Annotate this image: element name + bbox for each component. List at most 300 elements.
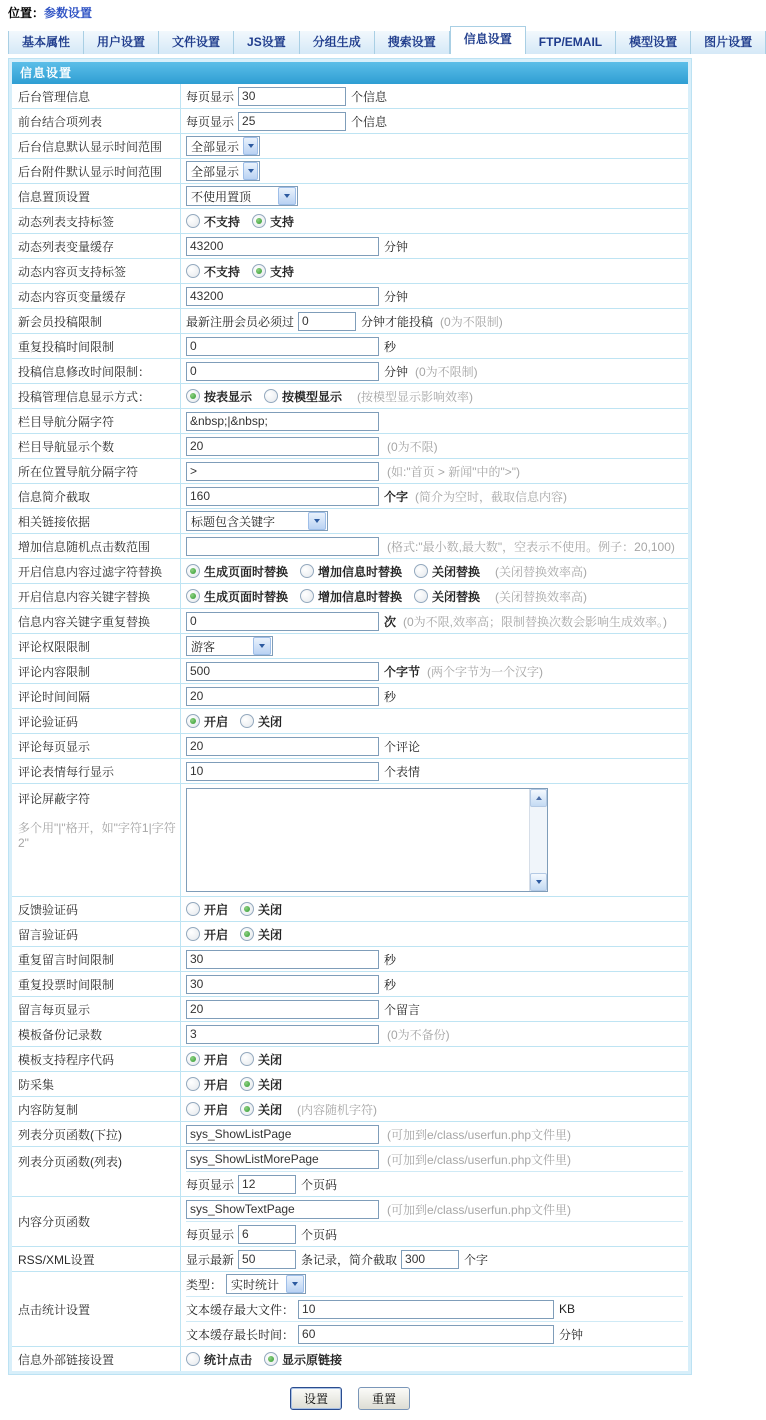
row-label: 模板备份记录数 bbox=[18, 1027, 103, 1042]
radio-button[interactable] bbox=[264, 1352, 278, 1366]
settings-table bbox=[12, 84, 688, 1371]
row-label: 投稿信息修改时间限制： bbox=[18, 364, 151, 379]
row-label: 内容防复制 bbox=[18, 1102, 79, 1117]
row-label-cell bbox=[12, 734, 181, 758]
tab-9[interactable]: 图片设置 bbox=[691, 31, 766, 54]
inline-label: 秒 bbox=[384, 689, 397, 704]
dropdown-select[interactable] bbox=[186, 136, 260, 156]
row-value-cell bbox=[181, 584, 688, 608]
row-line bbox=[186, 109, 683, 133]
dropdown-select[interactable] bbox=[186, 186, 298, 206]
row-label: 动态内容页支持标签 bbox=[18, 264, 127, 279]
row-label: 评论每页显示 bbox=[18, 739, 91, 754]
row-label-cell bbox=[12, 784, 181, 896]
text-input[interactable] bbox=[186, 362, 379, 381]
breadcrumb bbox=[0, 0, 700, 24]
row-label-cell bbox=[12, 334, 181, 358]
row-label: 栏目导航显示个数 bbox=[18, 439, 115, 454]
row-label-cell bbox=[12, 534, 181, 558]
table-row bbox=[12, 484, 688, 509]
inline-label: 个字 bbox=[464, 1252, 489, 1267]
dropdown-select[interactable] bbox=[186, 511, 328, 531]
radio-button[interactable] bbox=[240, 1077, 254, 1091]
text-input[interactable] bbox=[186, 737, 379, 756]
row-label: 重复投稿时间限制 bbox=[18, 339, 115, 354]
blocked-chars-textarea[interactable] bbox=[186, 788, 548, 892]
hint-note: (可加到e/class/userfun.php文件里) bbox=[387, 1127, 572, 1142]
row-value-cell bbox=[181, 434, 688, 458]
row-label: 点击统计设置 bbox=[18, 1302, 91, 1317]
row-value-cell bbox=[181, 1347, 688, 1371]
radio-button[interactable] bbox=[186, 1102, 200, 1116]
row-value-cell bbox=[181, 709, 688, 733]
row-label-cell bbox=[12, 1097, 181, 1121]
text-input[interactable] bbox=[186, 337, 379, 356]
text-input[interactable] bbox=[238, 1175, 296, 1194]
text-input[interactable] bbox=[186, 237, 379, 256]
radio-label: 开启 bbox=[204, 1052, 229, 1067]
text-input[interactable] bbox=[238, 87, 346, 106]
text-input[interactable] bbox=[186, 437, 379, 456]
dropdown-select[interactable] bbox=[186, 636, 273, 656]
row-label: 开启信息内容关键字替换 bbox=[18, 589, 151, 604]
row-value-cell bbox=[181, 922, 688, 946]
row-value-cell bbox=[181, 534, 688, 558]
text-input[interactable] bbox=[186, 950, 379, 969]
row-value-cell bbox=[181, 409, 688, 433]
text-input[interactable] bbox=[186, 487, 379, 506]
row-label-cell bbox=[12, 922, 181, 946]
hint-note: (0为不限,效率高；限制替换次数会影响生成效率。) bbox=[403, 614, 668, 629]
submit-button[interactable]: 设置 bbox=[290, 1387, 342, 1410]
row-line bbox=[186, 1047, 683, 1071]
chevron-down-icon[interactable] bbox=[286, 1275, 304, 1293]
row-line bbox=[186, 784, 683, 896]
row-label-cell bbox=[12, 484, 181, 508]
text-input[interactable] bbox=[186, 687, 379, 706]
tab-7[interactable]: FTP/EMAIL bbox=[526, 31, 616, 54]
tab-3[interactable]: JS设置 bbox=[234, 31, 300, 54]
tab-5[interactable]: 搜索设置 bbox=[375, 31, 450, 54]
inline-label: 类型： bbox=[186, 1277, 223, 1292]
text-input[interactable] bbox=[298, 1325, 554, 1344]
row-label-cell bbox=[12, 759, 181, 783]
inline-label: 分钟才能投稿 bbox=[361, 314, 434, 329]
text-input[interactable] bbox=[401, 1250, 459, 1269]
radio-label: 按模型显示 bbox=[282, 389, 343, 404]
radio-button[interactable] bbox=[414, 589, 428, 603]
row-label: 评论验证码 bbox=[18, 714, 79, 729]
table-row bbox=[12, 1047, 688, 1072]
table-row bbox=[12, 734, 688, 759]
text-input[interactable] bbox=[186, 287, 379, 306]
radio-label: 支持 bbox=[270, 264, 295, 279]
row-label-cell bbox=[12, 259, 181, 283]
table-row bbox=[12, 284, 688, 309]
row-line bbox=[186, 1247, 683, 1271]
row-line bbox=[186, 534, 683, 558]
inline-label: 条记录，简介截取 bbox=[301, 1252, 398, 1267]
dropdown-value: 标题包含关键字 bbox=[191, 514, 276, 529]
row-line bbox=[186, 1022, 683, 1046]
table-row bbox=[12, 922, 688, 947]
tab-0[interactable]: 基本属性 bbox=[8, 31, 84, 54]
row-label: 列表分页函数(列表) bbox=[18, 1155, 122, 1169]
row-label: RSS/XML设置 bbox=[18, 1252, 95, 1267]
radio-label: 关闭 bbox=[258, 1077, 283, 1092]
row-label-cell bbox=[12, 1047, 181, 1071]
row-line bbox=[186, 159, 683, 183]
row-value-cell bbox=[181, 1097, 688, 1121]
table-row bbox=[12, 684, 688, 709]
radio-button[interactable] bbox=[186, 264, 200, 278]
table-row bbox=[12, 972, 688, 997]
text-input[interactable] bbox=[186, 975, 379, 994]
row-label-cell bbox=[12, 134, 181, 158]
text-input[interactable] bbox=[238, 1225, 296, 1244]
radio-button[interactable] bbox=[240, 714, 254, 728]
table-row bbox=[12, 84, 688, 109]
radio-button[interactable] bbox=[186, 927, 200, 941]
dropdown-value: 全部显示 bbox=[191, 139, 240, 154]
row-label: 模板支持程序代码 bbox=[18, 1052, 115, 1067]
row-label: 信息置顶设置 bbox=[18, 189, 91, 204]
hint-note: (0为不限) bbox=[387, 439, 438, 454]
text-input[interactable] bbox=[186, 1000, 379, 1019]
row-label-cell bbox=[12, 1247, 181, 1271]
radio-label: 关闭替换 bbox=[432, 589, 481, 604]
row-value-cell bbox=[181, 609, 688, 633]
row-line bbox=[186, 484, 683, 508]
radio-button[interactable] bbox=[252, 264, 266, 278]
table-row bbox=[12, 534, 688, 559]
row-label: 评论屏蔽字符 bbox=[18, 792, 91, 806]
tab-2[interactable]: 文件设置 bbox=[159, 31, 234, 54]
row-label-cell bbox=[12, 209, 181, 233]
row-label-cell bbox=[12, 972, 181, 996]
row-label: 动态列表变量缓存 bbox=[18, 239, 115, 254]
row-label: 留言每页显示 bbox=[18, 1002, 91, 1017]
table-row bbox=[12, 584, 688, 609]
row-label-cell bbox=[12, 159, 181, 183]
scrollbar[interactable] bbox=[529, 789, 547, 891]
row-value-cell bbox=[181, 234, 688, 258]
row-label: 内容分页函数 bbox=[18, 1215, 91, 1229]
text-input[interactable] bbox=[298, 1300, 554, 1319]
row-line bbox=[186, 997, 683, 1021]
row-label: 前台结合项列表 bbox=[18, 114, 103, 129]
row-label: 重复留言时间限制 bbox=[18, 952, 115, 967]
inline-label: 秒 bbox=[384, 952, 397, 967]
text-input[interactable] bbox=[298, 312, 356, 331]
row-value-cell bbox=[181, 259, 688, 283]
tab-bar bbox=[8, 27, 753, 54]
radio-label: 按表显示 bbox=[204, 389, 253, 404]
row-line bbox=[186, 1272, 683, 1296]
row-value-cell bbox=[181, 184, 688, 208]
row-value-cell bbox=[181, 284, 688, 308]
text-input[interactable] bbox=[186, 412, 379, 431]
row-line bbox=[186, 284, 683, 308]
row-line bbox=[186, 1221, 683, 1246]
text-input[interactable] bbox=[238, 1250, 296, 1269]
row-label: 开启信息内容过滤字符替换 bbox=[18, 564, 163, 579]
inline-label: 文本缓存最长时间： bbox=[186, 1327, 295, 1342]
radio-button[interactable] bbox=[240, 927, 254, 941]
radio-label: 开启 bbox=[204, 1077, 229, 1092]
radio-button[interactable] bbox=[186, 1352, 200, 1366]
chevron-down-icon[interactable] bbox=[243, 162, 258, 180]
row-label-cell bbox=[12, 1022, 181, 1046]
radio-label: 关闭替换 bbox=[432, 564, 481, 579]
row-value-cell bbox=[181, 159, 688, 183]
row-value-cell bbox=[181, 109, 688, 133]
row-line bbox=[186, 459, 683, 483]
dropdown-select[interactable] bbox=[226, 1274, 306, 1294]
text-input[interactable] bbox=[186, 537, 379, 556]
text-input[interactable] bbox=[186, 662, 379, 681]
row-label-cell bbox=[12, 434, 181, 458]
text-input[interactable] bbox=[186, 1150, 379, 1169]
tab-6[interactable]: 信息设置 bbox=[450, 26, 526, 54]
radio-button[interactable] bbox=[186, 714, 200, 728]
chevron-down-icon[interactable] bbox=[243, 137, 258, 155]
text-input[interactable] bbox=[186, 612, 379, 631]
row-label-cell bbox=[12, 947, 181, 971]
row-line bbox=[186, 409, 683, 433]
row-label-cell bbox=[12, 609, 181, 633]
radio-button[interactable] bbox=[240, 1052, 254, 1066]
radio-label: 开启 bbox=[204, 714, 229, 729]
chevron-down-icon bbox=[248, 169, 254, 173]
table-row bbox=[12, 1072, 688, 1097]
row-value-cell bbox=[181, 84, 688, 108]
row-line bbox=[186, 659, 683, 683]
row-label-note: 多个用"|"格开，如"字符1|字符2" bbox=[18, 821, 176, 850]
radio-button[interactable] bbox=[240, 1102, 254, 1116]
hint-note: (内容随机字符) bbox=[297, 1102, 378, 1117]
row-value-cell bbox=[181, 334, 688, 358]
table-row bbox=[12, 1122, 688, 1147]
row-label-cell bbox=[12, 634, 181, 658]
row-label-cell bbox=[12, 1272, 181, 1346]
table-row bbox=[12, 234, 688, 259]
hint-note: (格式:"最小数,最大数"，空表示不使用。例子：20,100) bbox=[387, 539, 675, 554]
table-row bbox=[12, 209, 688, 234]
table-row bbox=[12, 897, 688, 922]
row-line bbox=[186, 384, 683, 408]
radio-label: 增加信息时替换 bbox=[318, 564, 403, 579]
row-value-cell bbox=[181, 209, 688, 233]
radio-button[interactable] bbox=[186, 1052, 200, 1066]
row-label: 信息外部链接设置 bbox=[18, 1352, 115, 1367]
row-line bbox=[186, 1097, 683, 1121]
radio-label: 关闭 bbox=[258, 927, 283, 942]
row-label: 反馈验证码 bbox=[18, 902, 79, 917]
row-value-cell bbox=[181, 1147, 688, 1196]
row-label: 评论内容限制 bbox=[18, 664, 91, 679]
row-line bbox=[186, 922, 683, 946]
radio-button[interactable] bbox=[240, 902, 254, 916]
radio-button[interactable] bbox=[186, 389, 200, 403]
hint-note: (可加到e/class/userfun.php文件里) bbox=[387, 1152, 572, 1167]
row-value-cell bbox=[181, 734, 688, 758]
row-label-cell bbox=[12, 1072, 181, 1096]
row-label-cell bbox=[12, 584, 181, 608]
row-line bbox=[186, 734, 683, 758]
chevron-down-icon[interactable] bbox=[308, 512, 326, 530]
text-input[interactable] bbox=[186, 1025, 379, 1044]
row-value-cell bbox=[181, 309, 688, 333]
table-row bbox=[12, 947, 688, 972]
text-input[interactable] bbox=[186, 1200, 379, 1219]
row-line bbox=[186, 559, 683, 583]
table-row bbox=[12, 184, 688, 209]
tab-4[interactable]: 分组生成 bbox=[300, 31, 375, 54]
row-label-cell bbox=[12, 709, 181, 733]
text-input[interactable] bbox=[186, 1125, 379, 1144]
inline-label: 每页显示 bbox=[186, 114, 235, 129]
row-line bbox=[186, 1347, 683, 1371]
text-input[interactable] bbox=[186, 762, 379, 781]
breadcrumb-link-params[interactable]: 参数设置 bbox=[44, 6, 93, 20]
row-label: 信息简介截取 bbox=[18, 489, 91, 504]
row-value-cell bbox=[181, 659, 688, 683]
row-label-cell bbox=[12, 184, 181, 208]
text-input[interactable] bbox=[186, 462, 379, 481]
inline-label: 个字节 bbox=[384, 664, 421, 679]
radio-label: 关闭 bbox=[258, 714, 283, 729]
radio-label: 开启 bbox=[204, 1102, 229, 1117]
row-line bbox=[186, 234, 683, 258]
row-label: 动态内容页变量缓存 bbox=[18, 289, 127, 304]
table-row bbox=[12, 1022, 688, 1047]
table-row bbox=[12, 1272, 688, 1347]
table-row bbox=[12, 384, 688, 409]
chevron-down-icon bbox=[536, 880, 542, 884]
radio-button[interactable] bbox=[186, 1077, 200, 1091]
row-label: 防采集 bbox=[18, 1077, 55, 1092]
inline-label: 个留言 bbox=[384, 1002, 421, 1017]
row-label: 信息内容关键字重复替换 bbox=[18, 614, 151, 629]
radio-button[interactable] bbox=[186, 564, 200, 578]
row-label: 栏目导航分隔字符 bbox=[18, 414, 115, 429]
radio-button[interactable] bbox=[264, 389, 278, 403]
tab-1[interactable]: 用户设置 bbox=[84, 31, 159, 54]
radio-label: 增加信息时替换 bbox=[318, 589, 403, 604]
row-line bbox=[186, 584, 683, 608]
row-line bbox=[186, 1122, 683, 1146]
tab-8[interactable]: 模型设置 bbox=[616, 31, 691, 54]
radio-label: 生成页面时替换 bbox=[204, 564, 289, 579]
chevron-down-icon bbox=[284, 194, 290, 198]
radio-label: 显示原链接 bbox=[282, 1352, 343, 1367]
table-row bbox=[12, 459, 688, 484]
row-line bbox=[186, 1321, 683, 1346]
dropdown-value: 实时统计 bbox=[231, 1277, 280, 1292]
table-row bbox=[12, 334, 688, 359]
row-value-cell bbox=[181, 634, 688, 658]
row-line bbox=[186, 134, 683, 158]
inline-label: 每页显示 bbox=[186, 89, 235, 104]
chevron-down-icon bbox=[259, 644, 265, 648]
table-row bbox=[12, 1197, 688, 1247]
radio-button[interactable] bbox=[300, 589, 314, 603]
row-label-cell bbox=[12, 1347, 181, 1371]
row-line bbox=[186, 1197, 683, 1221]
inline-label: 最新注册会员必须过 bbox=[186, 314, 295, 329]
inline-label: 个信息 bbox=[351, 114, 388, 129]
row-line bbox=[186, 684, 683, 708]
row-label-cell bbox=[12, 459, 181, 483]
dropdown-value: 全部显示 bbox=[191, 164, 240, 179]
row-label: 评论时间间隔 bbox=[18, 689, 91, 704]
table-row bbox=[12, 997, 688, 1022]
row-label: 评论表情每行显示 bbox=[18, 764, 115, 779]
table-row bbox=[12, 559, 688, 584]
radio-label: 生成页面时替换 bbox=[204, 589, 289, 604]
reset-button[interactable]: 重置 bbox=[358, 1387, 410, 1410]
scroll-down-icon[interactable] bbox=[530, 873, 547, 891]
table-row bbox=[12, 309, 688, 334]
radio-button[interactable] bbox=[414, 564, 428, 578]
row-line bbox=[186, 634, 683, 658]
inline-label: 秒 bbox=[384, 339, 397, 354]
scroll-up-icon[interactable] bbox=[530, 789, 547, 807]
chevron-down-icon[interactable] bbox=[278, 187, 296, 205]
chevron-down-icon[interactable] bbox=[253, 637, 271, 655]
dropdown-value: 不使用置顶 bbox=[191, 189, 252, 204]
inline-label: 文本缓存最大文件： bbox=[186, 1302, 295, 1317]
table-row bbox=[12, 259, 688, 284]
hint-note: (可加到e/class/userfun.php文件里) bbox=[387, 1202, 572, 1217]
row-label: 留言验证码 bbox=[18, 927, 79, 942]
radio-label: 支持 bbox=[270, 214, 295, 229]
table-row bbox=[12, 609, 688, 634]
radio-button[interactable] bbox=[186, 589, 200, 603]
row-line bbox=[186, 1072, 683, 1096]
dropdown-select[interactable] bbox=[186, 161, 260, 181]
row-line bbox=[186, 709, 683, 733]
radio-label: 关闭 bbox=[258, 902, 283, 917]
radio-label: 关闭 bbox=[258, 1102, 283, 1117]
inline-label: 个页码 bbox=[301, 1177, 338, 1192]
inline-label: 个页码 bbox=[301, 1227, 338, 1242]
row-line bbox=[186, 759, 683, 783]
row-value-cell bbox=[181, 897, 688, 921]
text-input[interactable] bbox=[238, 112, 346, 131]
row-value-cell bbox=[181, 1272, 688, 1346]
radio-button[interactable] bbox=[300, 564, 314, 578]
table-row bbox=[12, 434, 688, 459]
radio-button[interactable] bbox=[252, 214, 266, 228]
table-row bbox=[12, 1097, 688, 1122]
row-label-cell bbox=[12, 684, 181, 708]
row-label-cell bbox=[12, 997, 181, 1021]
row-label: 后台信息默认显示时间范围 bbox=[18, 139, 163, 154]
radio-button[interactable] bbox=[186, 214, 200, 228]
radio-button[interactable] bbox=[186, 902, 200, 916]
chevron-down-icon bbox=[314, 519, 320, 523]
row-value-cell bbox=[181, 947, 688, 971]
row-value-cell bbox=[181, 134, 688, 158]
breadcrumb-prefix: 位置： bbox=[8, 6, 45, 20]
inline-label: 显示最新 bbox=[186, 1252, 235, 1267]
row-label: 重复投票时间限制 bbox=[18, 977, 115, 992]
radio-label: 统计点击 bbox=[204, 1352, 253, 1367]
textarea-content[interactable] bbox=[187, 789, 529, 891]
row-value-cell bbox=[181, 1247, 688, 1271]
